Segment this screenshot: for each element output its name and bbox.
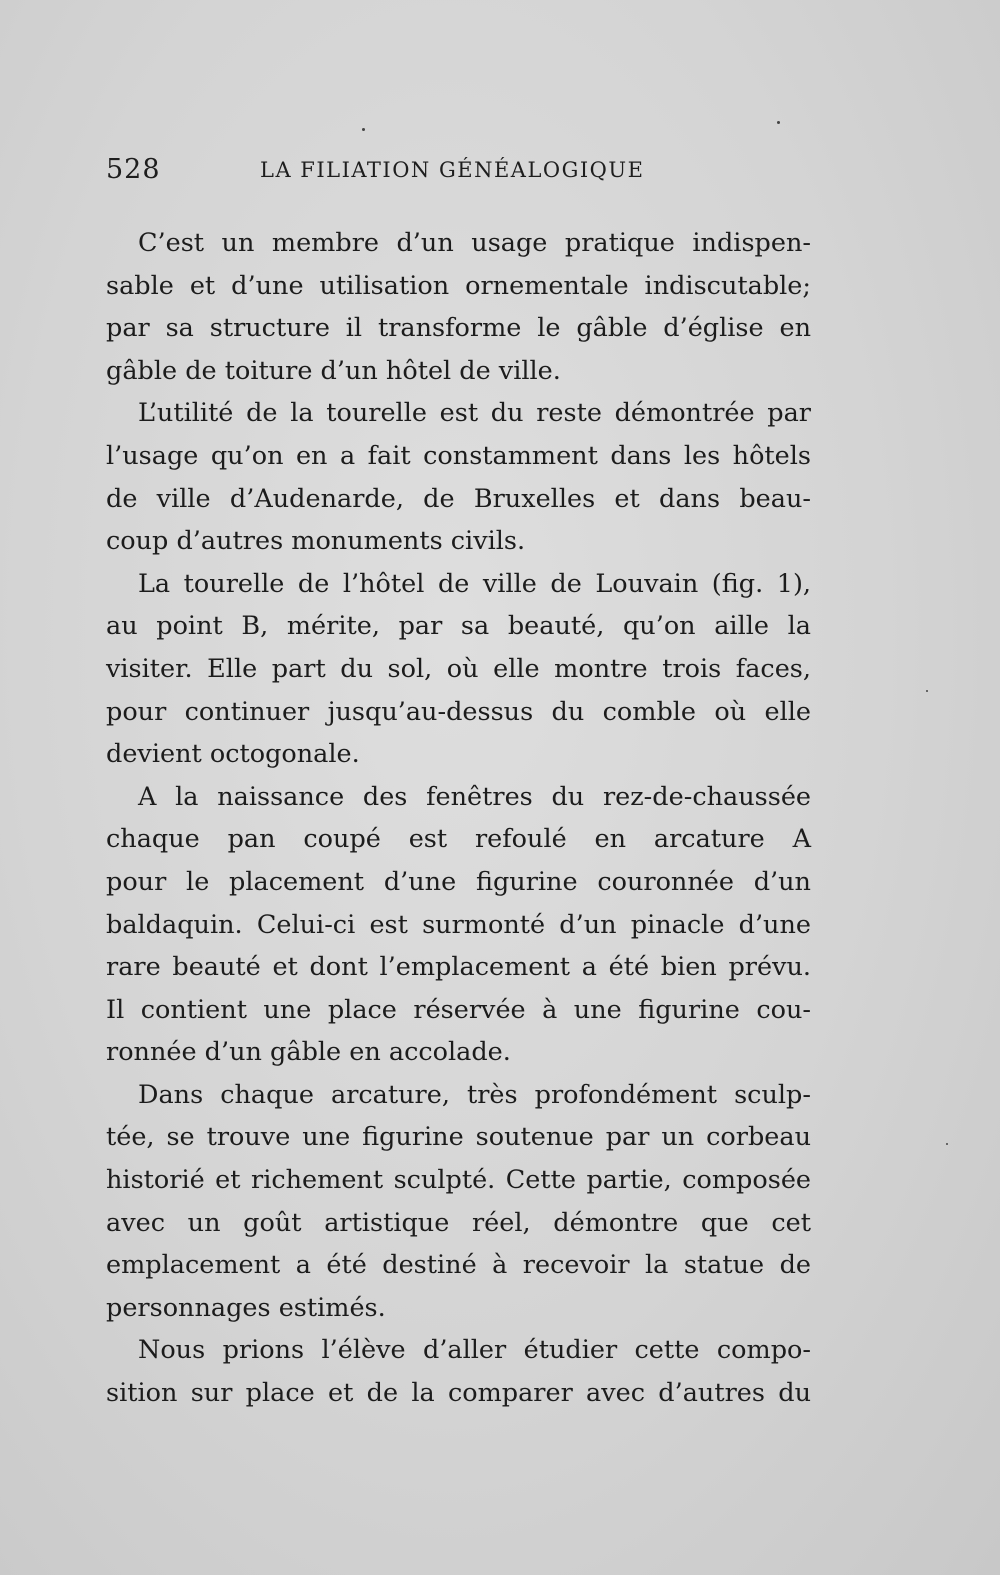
text-line: A la naissance des fenêtres du rez-de-chaussée bbox=[138, 781, 811, 812]
text-line: chaque pan coupé est refoulé en arcature A bbox=[106, 824, 811, 855]
text-line: avec un goût artistique réel, démontre que cet bbox=[106, 1207, 811, 1238]
text-line: visiter. Elle part du sol, où elle montre trois faces, bbox=[106, 653, 811, 684]
text-line: devient octogonale. bbox=[106, 739, 360, 770]
text-line: La tourelle de l’hôtel de ville de Louvain (fig. 1), bbox=[138, 568, 811, 599]
text-line: sable et d’une utilisation ornementale indiscutable; bbox=[106, 270, 811, 301]
text-line: tée, se trouve une figurine soutenue par un corbeau bbox=[106, 1122, 811, 1153]
running-head: LA FILIATION GÉNÉALOGIQUE bbox=[260, 158, 645, 182]
paragraph bbox=[106, 392, 811, 562]
text-line: sition sur place et de la comparer avec d’autres du bbox=[106, 1378, 811, 1409]
text-line: de ville d’Audenarde, de Bruxelles et dans beau- bbox=[106, 483, 811, 514]
text-line: l’usage qu’on en a fait constamment dans les hôtels bbox=[106, 440, 811, 471]
body-text bbox=[106, 222, 811, 1415]
text-line: Dans chaque arcature, très profondément sculp- bbox=[138, 1079, 811, 1110]
page-header bbox=[106, 150, 811, 194]
text-line: historié et richement sculpté. Cette partie, composée bbox=[106, 1165, 811, 1196]
page-number: 528 bbox=[106, 154, 161, 185]
text-line: Il contient une place réservée à une figurine cou- bbox=[106, 994, 811, 1025]
paragraph bbox=[106, 222, 811, 392]
paragraph bbox=[106, 1074, 811, 1330]
text-line: rare beauté et dont l’emplacement a été bien prévu. bbox=[106, 952, 811, 983]
text-line: L’utilité de la tourelle est du reste démontrée par bbox=[138, 398, 811, 429]
text-line: gâble de toiture d’un hôtel de ville. bbox=[106, 355, 561, 386]
text-line: coup d’autres monuments civils. bbox=[106, 526, 526, 557]
paper-speck bbox=[926, 690, 928, 692]
text-line: au point B, mérite, par sa beauté, qu’on aille la bbox=[106, 611, 811, 642]
text-line: par sa structure il transforme le gâble d’église en bbox=[106, 313, 811, 344]
paper-speck bbox=[946, 1143, 948, 1145]
paragraph bbox=[106, 776, 811, 1074]
text-line: pour le placement d’une figurine couronnée d’un bbox=[106, 866, 811, 897]
text-line: pour continuer jusqu’au-dessus du comble où elle bbox=[106, 696, 811, 727]
text-line: personnages estimés. bbox=[106, 1292, 386, 1323]
paper-speck bbox=[362, 128, 365, 131]
text-line: emplacement a été destiné à recevoir la statue de bbox=[106, 1250, 811, 1281]
text-line: C’est un membre d’un usage pratique indispen- bbox=[138, 228, 811, 258]
text-line: Nous prions l’élève d’aller étudier cette compo- bbox=[138, 1335, 811, 1366]
paragraph bbox=[106, 1329, 811, 1414]
paragraph bbox=[106, 563, 811, 776]
text-line: ronnée d’un gâble en accolade. bbox=[106, 1037, 511, 1068]
paper-speck bbox=[777, 121, 780, 124]
text-line: baldaquin. Celui-ci est surmonté d’un pinacle d’une bbox=[106, 909, 811, 940]
